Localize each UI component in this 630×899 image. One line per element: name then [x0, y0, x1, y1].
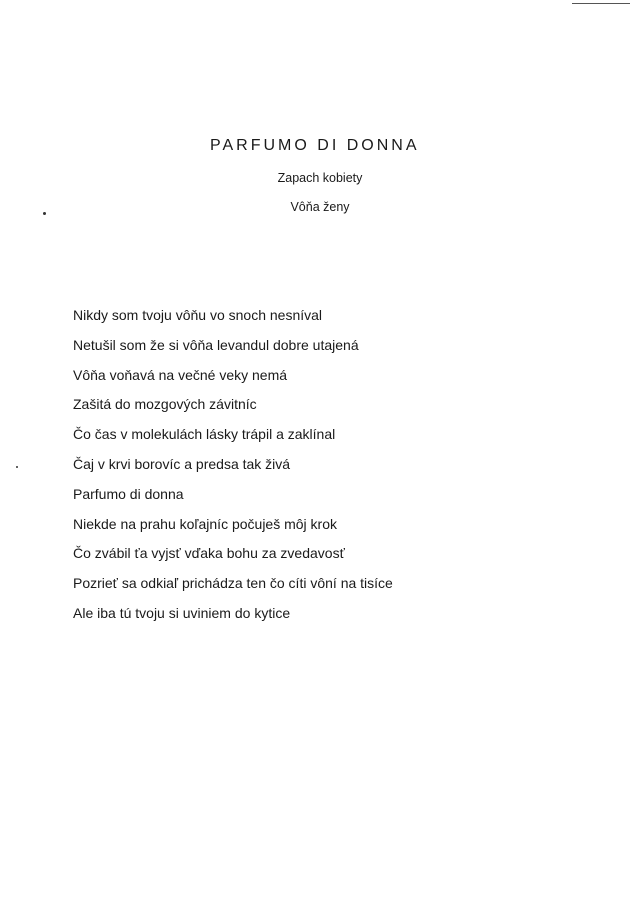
poem-subtitle-slovak: Vôňa ženy — [290, 200, 350, 214]
poem-title: PARFUMO DI DONNA — [210, 137, 420, 154]
poem-line: Vôňa voňavá na večné veky nemá — [73, 366, 288, 383]
poem-line: Pozrieť sa odkiaľ prichádza ten čo cíti vôní na tisíce — [73, 575, 393, 592]
poem-line: Čo čas v molekulách lásky trápil a zaklínal — [73, 426, 336, 443]
scan-edge-line — [572, 3, 630, 4]
poem-line: Nikdy som tvoju vôňu vo snoch nesníval — [73, 307, 323, 323]
poem-line: Ale iba tú tvoju si uviniem do kytice — [73, 604, 291, 621]
poem-line: Netušil som že si vôňa levandul dobre utajená — [73, 336, 359, 353]
scan-speck — [16, 466, 18, 468]
poem-line: Niekde na prahu koľajníc počuješ môj krok — [73, 515, 337, 532]
poem-subtitle-polish: Zapach kobiety — [277, 171, 363, 185]
poem-line: Parfumo di donna — [73, 485, 184, 502]
poem-line: Čaj v krvi borovíc a predsa tak živá — [73, 455, 291, 472]
poem-line: Zašitá do mozgových závitníc — [73, 396, 257, 413]
poem-line: Čo zvábil ťa vyjsť vďaka bohu za zvedavosť — [73, 545, 345, 562]
poem-body — [73, 306, 393, 634]
